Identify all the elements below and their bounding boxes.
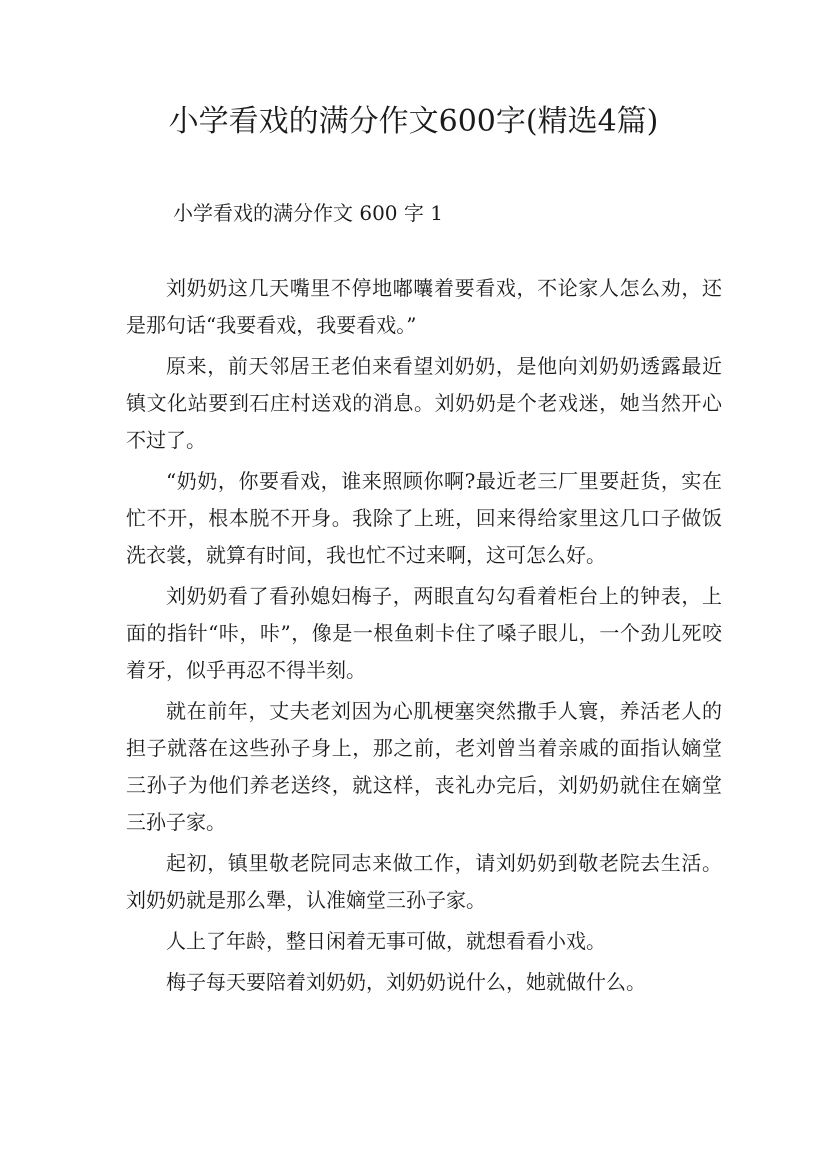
article-body (126, 270, 722, 1005)
section-heading: 小学看戏的满分作文 600 字 1 (173, 201, 443, 225)
document-title: 小学看戏的满分作文600字(精选4篇) (168, 104, 659, 139)
paragraph-6: 起初，镇里敬老院同志来做工作，请刘奶奶到敬老院去生活。刘奶奶就是那么犟，认准嫡堂三孙子家。 (126, 851, 722, 912)
paragraph-1: 刘奶奶这几天嘴里不停地嘟囔着要看戏，不论家人怎么劝，还是那句话“我要看戏，我要看戏。” (126, 276, 722, 337)
paragraph-4: 刘奶奶看了看孙媳妇梅子，两眼直勾勾看着柜台上的钟表，上面的指针“咔，咔”，像是一根鱼刺卡住了嗓子眼儿，一个劲儿死咬着牙，似乎再忍不得半刻。 (126, 584, 722, 682)
paragraph-5: 就在前年，丈夫老刘因为心肌梗塞突然撒手人寰，养活老人的担子就落在这些孙子身上，那之前，老刘曾当着亲戚的面指认嫡堂三孙子为他们养老送终，就这样，丧礼办完后，刘奶奶就住在嫡堂三孙子家。 (126, 699, 722, 834)
paragraph-3: “奶奶，你要看戏，谁来照顾你啊?最近老三厂里要赶货，实在忙不开，根本脱不开身。我除了上班，回来得给家里这几口子做饭洗衣裳，就算有时间，我也忙不过来啊，这可怎么好。 (126, 469, 722, 567)
paragraph-7: 人上了年龄，整日闲着无事可做，就想看看小戏。 (166, 929, 606, 953)
paragraph-2: 原来，前天邻居王老伯来看望刘奶奶，是他向刘奶奶透露最近镇文化站要到石庄村送戏的消息。刘奶奶是个老戏迷，她当然开心不过了。 (126, 354, 722, 452)
paragraph-8: 梅子每天要陪着刘奶奶，刘奶奶说什么，她就做什么。 (166, 970, 646, 994)
